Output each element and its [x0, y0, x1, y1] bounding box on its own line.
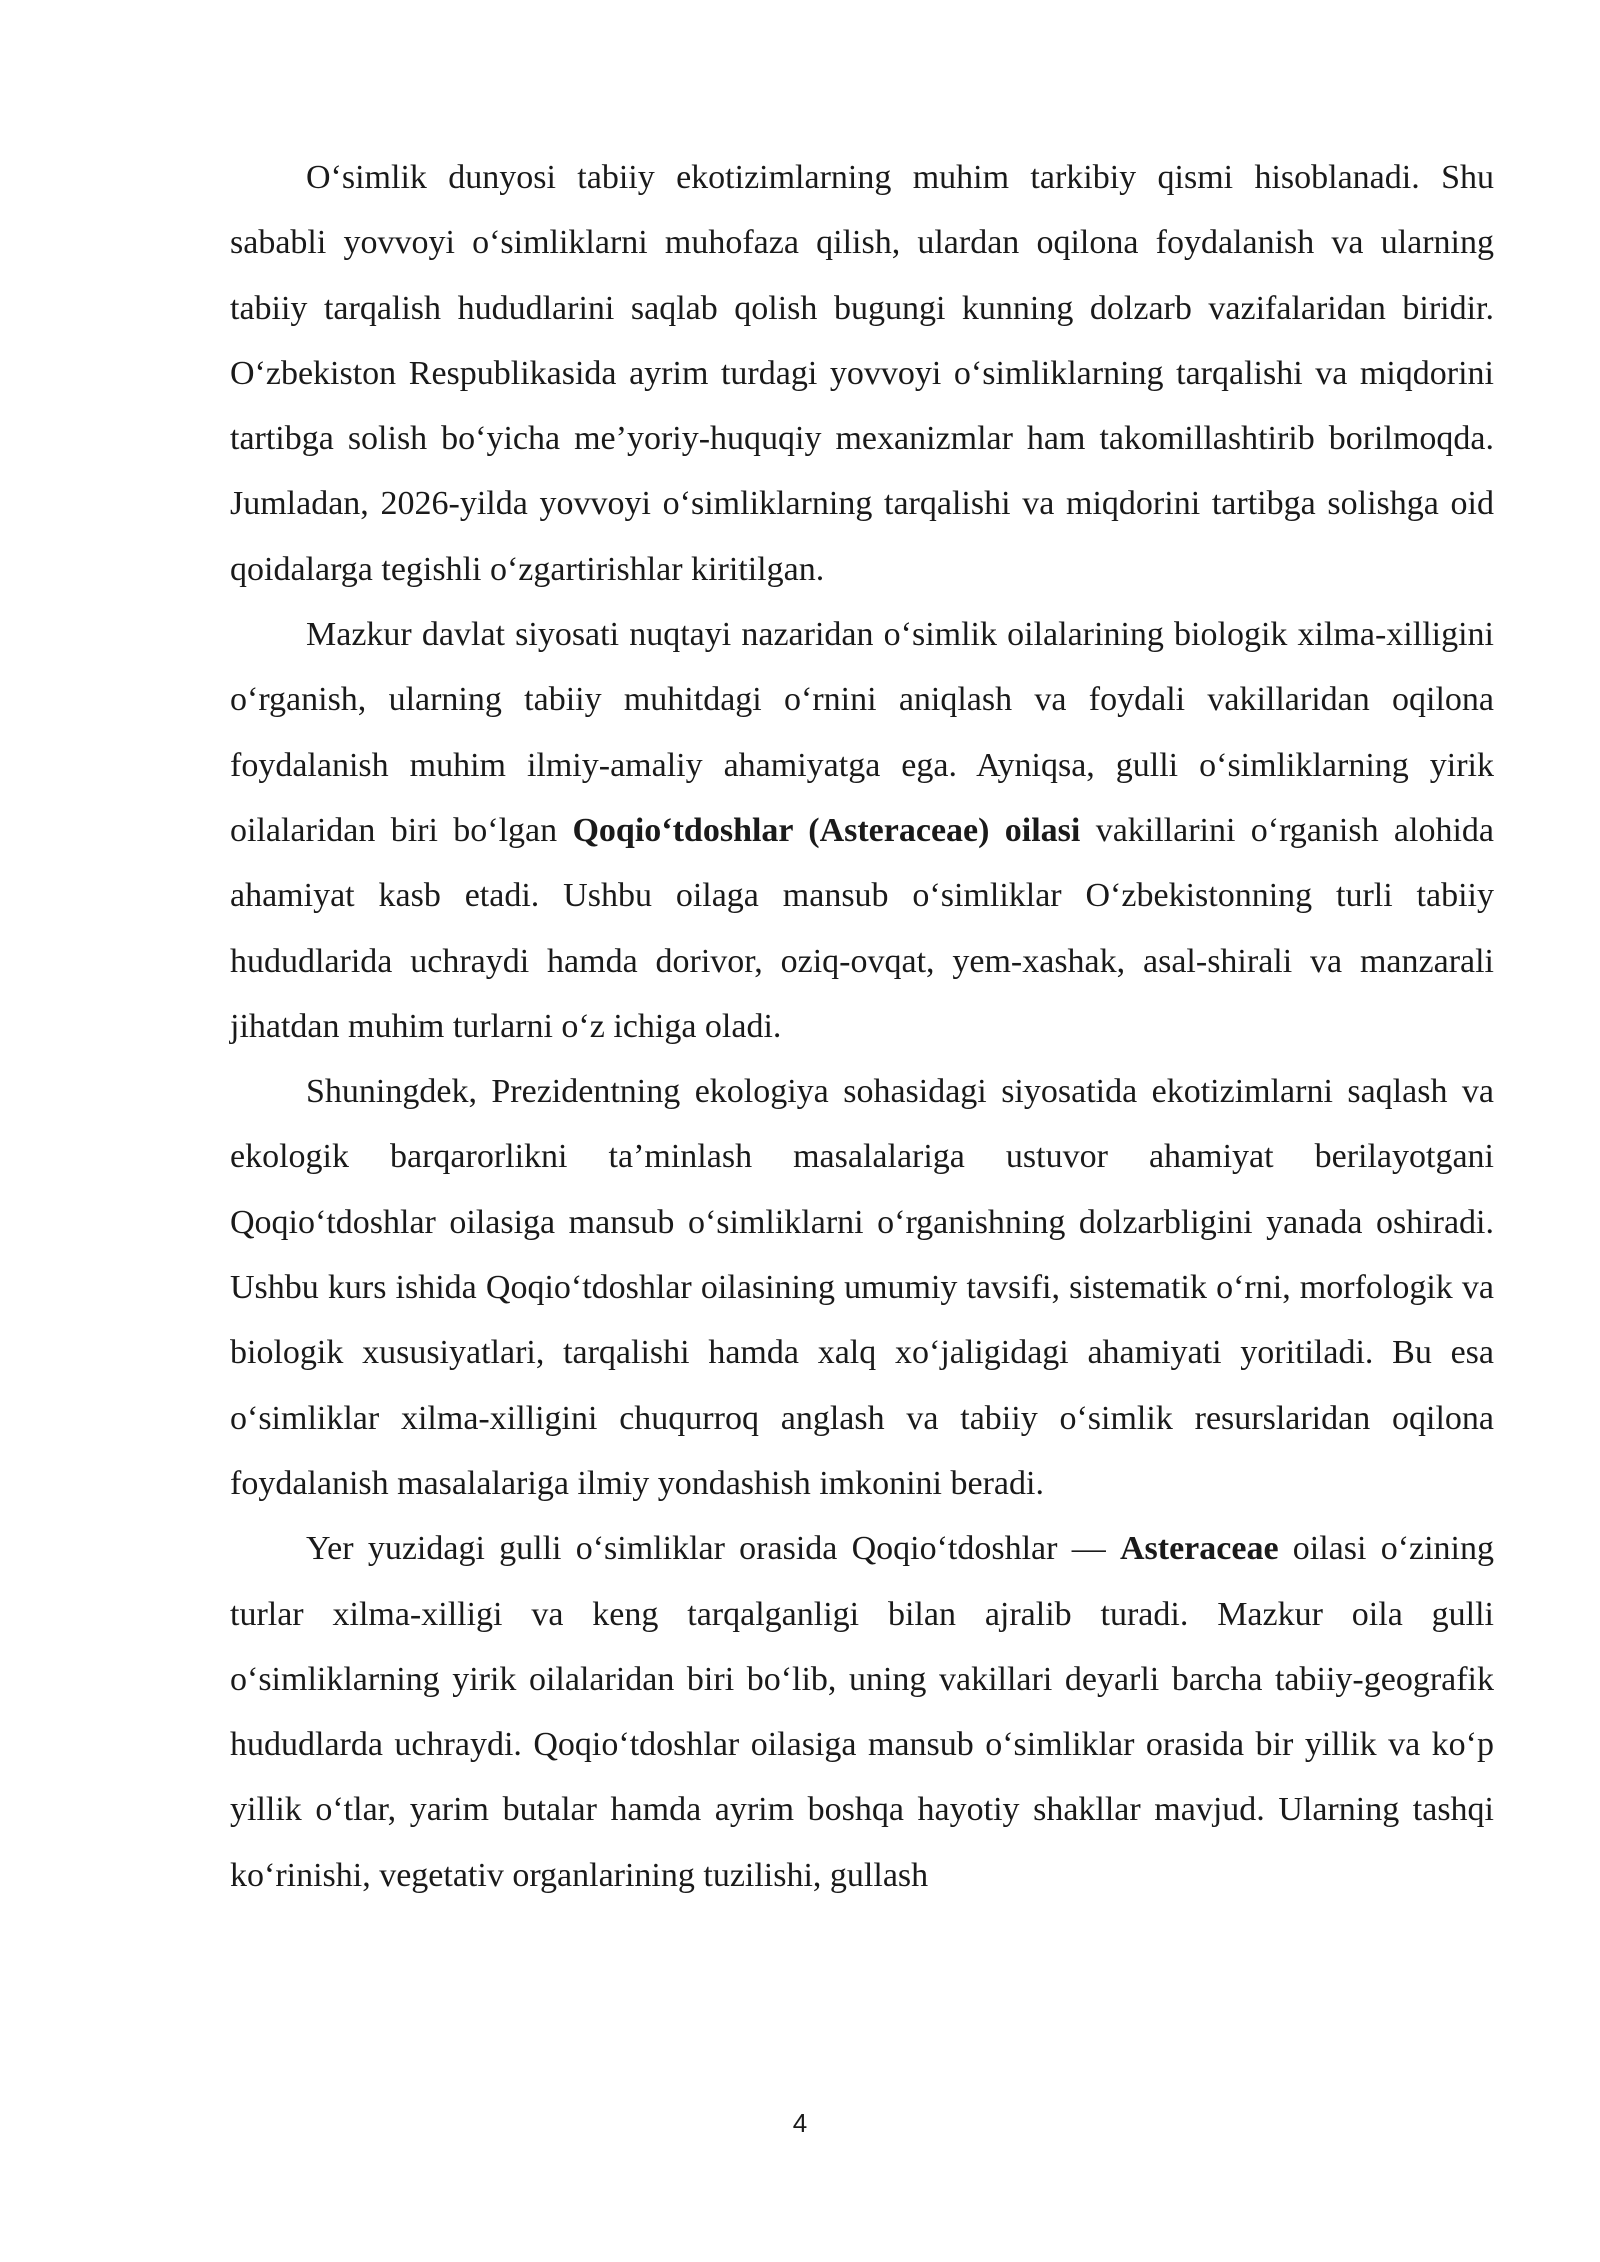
paragraph-1-text: O‘simlik dunyosi tabiiy ekotizimlarning muhim tarkibiy qismi hisoblanadi. Shu sababli yovvoyi o‘simliklarni muhofaza qilish, ulardan oqilona foydalanish va ularning tabiiy tarqalish hududlarini saqlab qolish bugungi kunning dolzarb vazifalaridan biridir. O‘zbekiston Respublikasida ayrim turdagi yovvoyi o‘simliklarning tarqalishi va miqdorini tartibga solish bo‘yicha me’yoriy-huquqiy mexanizmlar ham takomillashtirib borilmoqda. Jumladan, 2026-yilda yovvoyi o‘simliklarning tarqalishi va miqdorini tartibga solishga oid qoidalarga tegishli o‘zgartirishlar kiritilgan.: [230, 159, 1494, 588]
body-text: [230, 145, 1494, 1908]
paragraph-2-text-before: Mazkur davlat siyosati nuqtayi nazaridan o‘simlik oilalarining biologik xilma-xilligini o‘rganish, ularning tabiiy muhitdagi o‘rnini aniqlash va foydali vakillaridan oqilona foydalanish muhim ilmiy-amaliy ahamiyatga ega. Ayniqsa, gulli o‘simliklarning yirik oilalaridan biri bo‘lgan: [230, 616, 1494, 849]
paragraph-4: [230, 1516, 1494, 1908]
paragraph-2-text-after: vakillarini o‘rganish alohida ahamiyat kasb etadi. Ushbu oilaga mansub o‘simliklar O‘zbekistonning turli tabiiy hududlarida uchraydi hamda dorivor, oziq-ovqat, yem-xashak, asal-shirali va manzarali jihatdan muhim turlarni o‘z ichiga oladi.: [230, 811, 1494, 1045]
page-number: 4: [792, 2108, 808, 2138]
paragraph-4-text-before: Yer yuzidagi gulli o‘simliklar orasida Qoqio‘tdoshlar —: [306, 1530, 1120, 1568]
paragraph-4-text-after: oilasi o‘zining turlar xilma-xilligi va keng tarqalganligi bilan ajralib turadi. Mazkur oila gulli o‘simliklarning yirik oilalaridan biri bo‘lib, uning vakillari deyarli barcha tabiiy-geografik hududlarda uchraydi. Qoqio‘tdoshlar oilasiga mansub o‘simliklar orasida bir yillik va ko‘p yillik o‘tlar, yarim butalar hamda ayrim boshqa hayotiy shakllar mavjud. Ularning tashqi ko‘rinishi, vegetativ organlarining tuzilishi, gullash: [230, 1530, 1494, 1894]
paragraph-1: [230, 145, 1494, 602]
paragraph-3: [230, 1059, 1494, 1516]
paragraph-2-bold-term: Qoqio‘tdoshlar (Asteraceae) oilasi: [572, 811, 1081, 849]
paragraph-3-text: Shuningdek, Prezidentning ekologiya sohasidagi siyosatida ekotizimlarni saqlash va ekologik barqarorlikni ta’minlash masalalariga ustuvor ahamiyat berilayotgani Qoqio‘tdoshlar oilasiga mansub o‘simliklarni o‘rganishning dolzarbligini yanada oshiradi. Ushbu kurs ishida Qoqio‘tdoshlar oilasining umumiy tavsifi, sistematik o‘rni, morfologik va biologik xususiyatlari, tarqalishi hamda xalq xo‘jaligidagi ahamiyati yoritiladi. Bu esa o‘simliklar xilma-xilligini chuqurroq anglash va tabiiy o‘simlik resurslaridan oqilona foydalanish masalalariga ilmiy yondashish imkonini beradi.: [230, 1073, 1494, 1502]
paragraph-2: [230, 602, 1494, 1059]
paragraph-4-bold-term: Asteraceae: [1119, 1530, 1279, 1568]
